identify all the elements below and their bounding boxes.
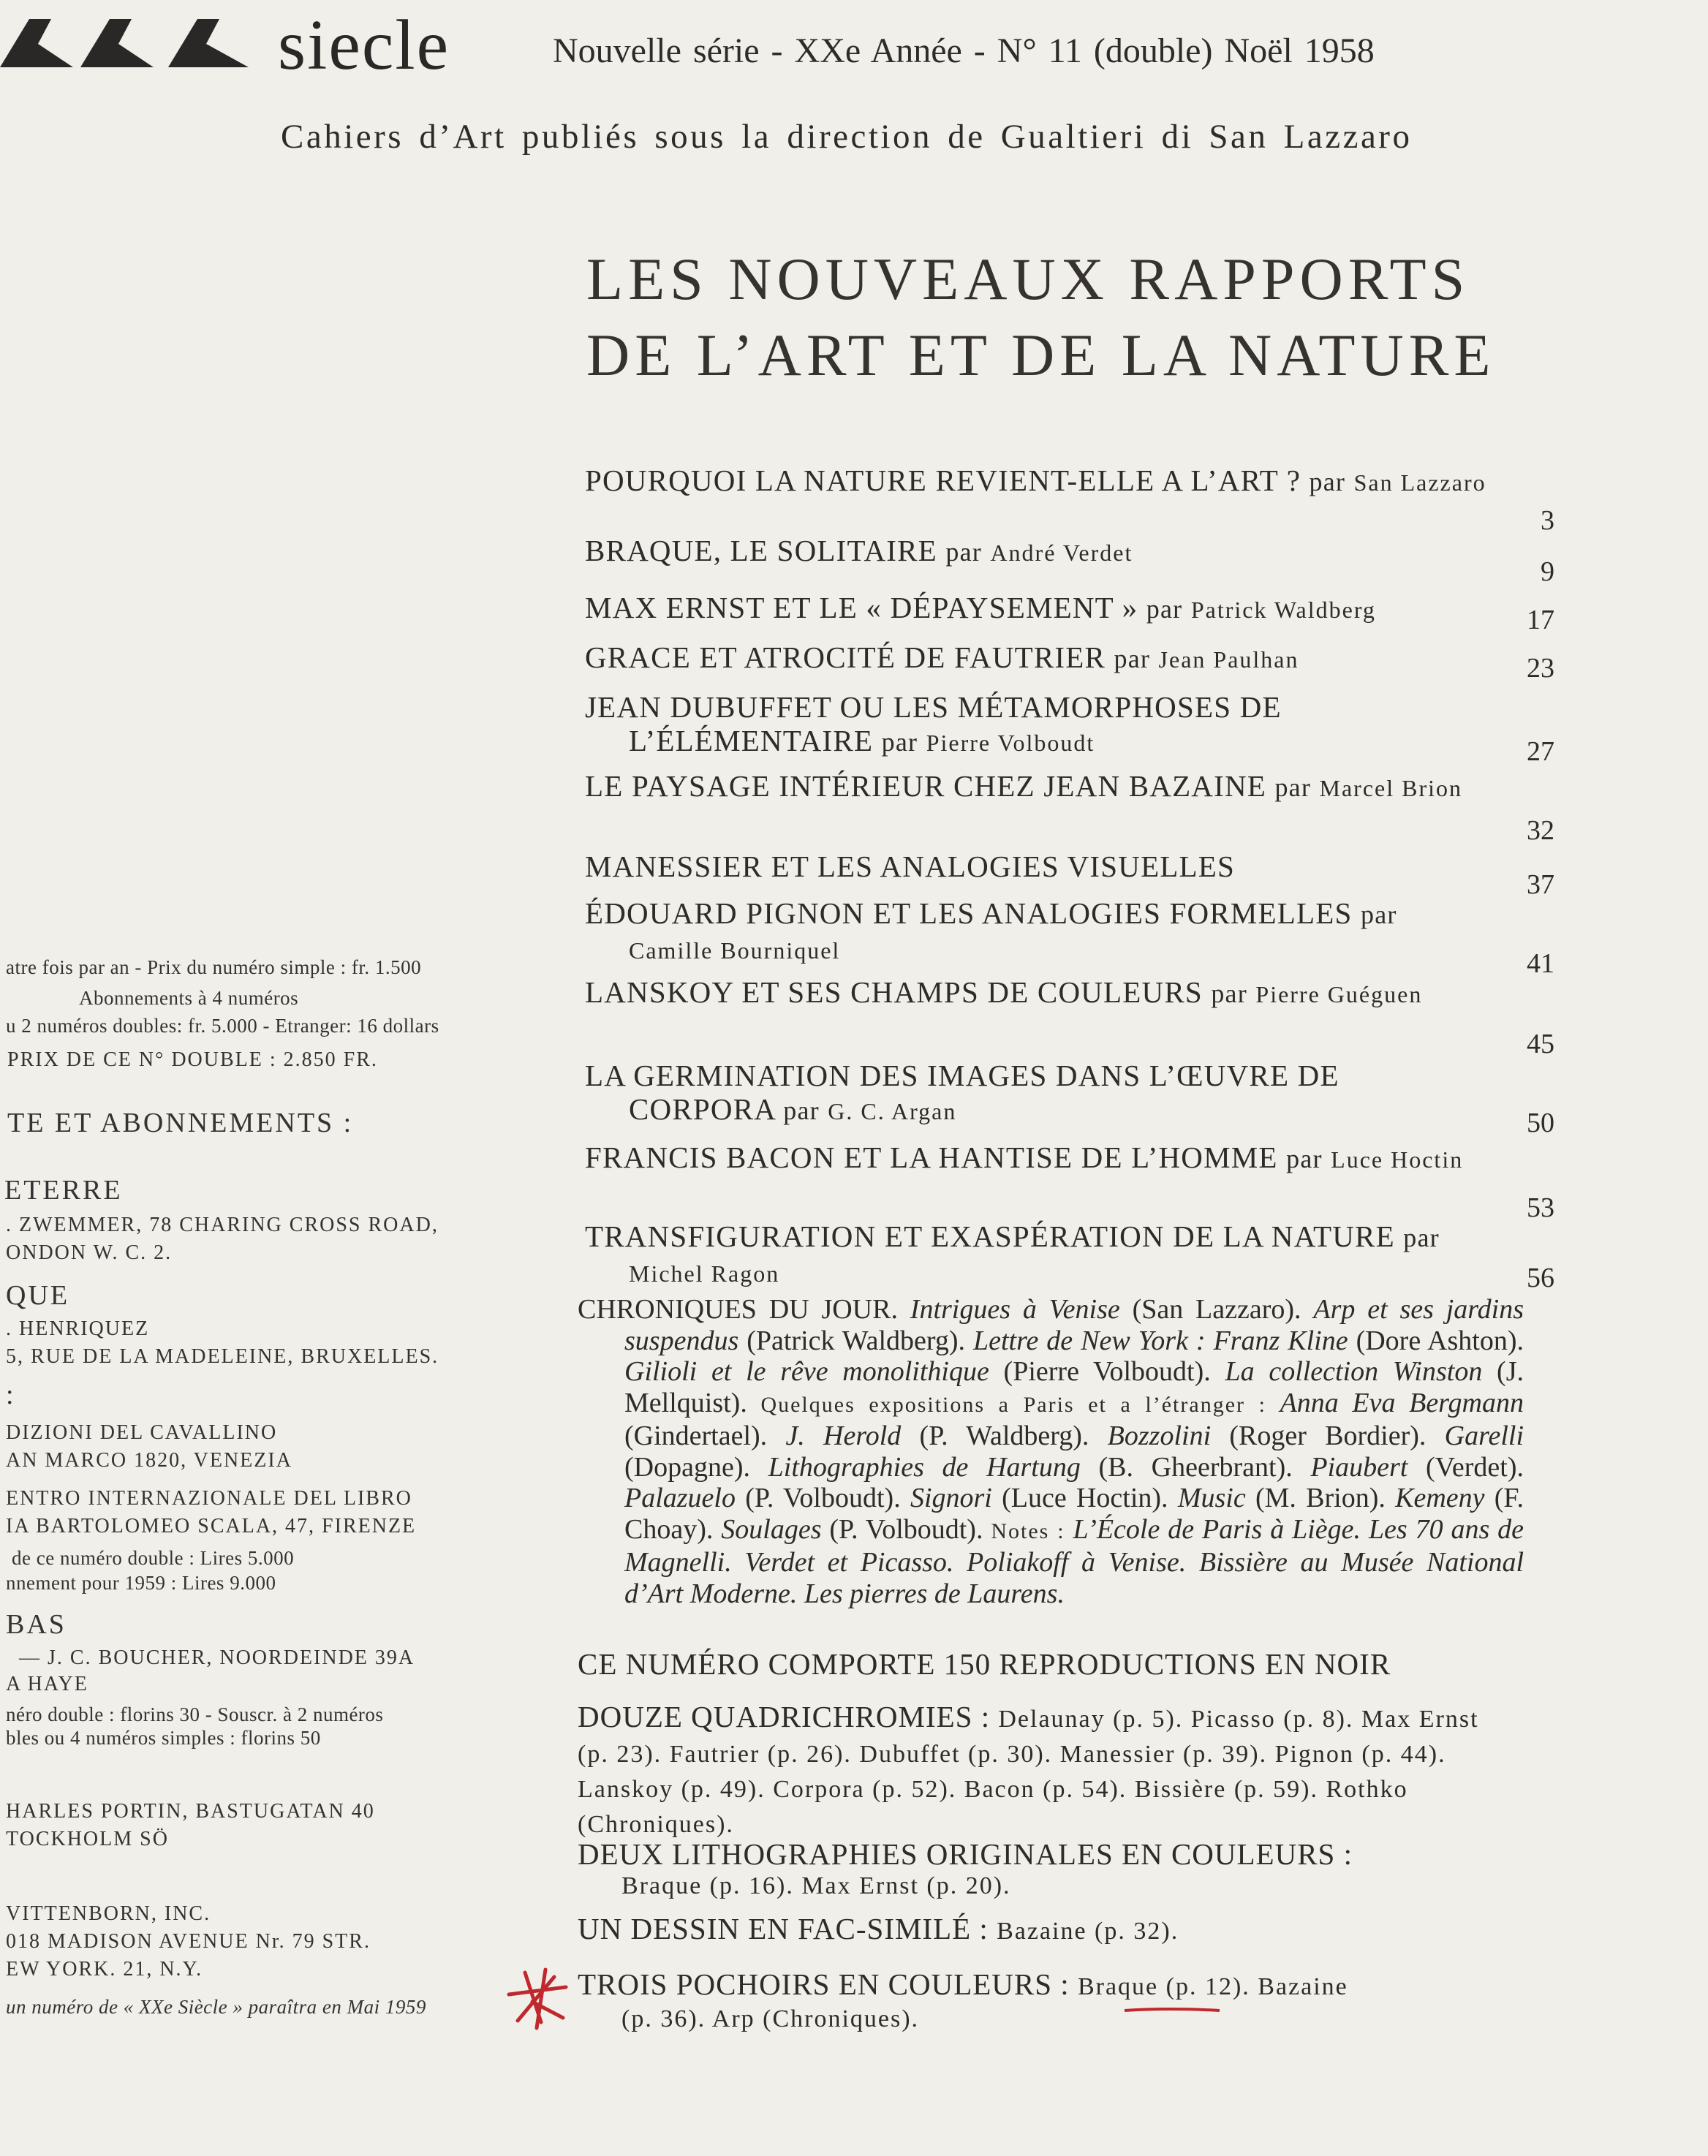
reproductions-text: CE NUMÉRO COMPORTE 150 REPRODUCTIONS EN NOIR <box>578 1647 1391 1681</box>
left-column-line: ONDON W. C. 2. <box>6 1241 173 1264</box>
toc-entry <box>585 1219 1487 1290</box>
toc-entry-title: TRANSFIGURATION ET EXASPÉRATION DE LA NATURE <box>585 1219 1395 1253</box>
chroniques-item: (J. Mellquist). <box>624 1356 1524 1418</box>
chroniques-item: Gilioli et le rêve monolithique <box>624 1356 989 1387</box>
toc-entry-author: Pierre Volboudt <box>926 730 1095 756</box>
chroniques-item: Lithographies de Hartung <box>768 1451 1081 1483</box>
left-column-line: DIZIONI DEL CAVALLINO <box>6 1421 278 1444</box>
toc-entry-author: Jean Paulhan <box>1158 646 1299 673</box>
dessin-entry <box>578 1913 1480 1948</box>
toc-entry-page: 3 <box>1541 505 1554 536</box>
toc-entry-par: par <box>1211 979 1247 1008</box>
chroniques-item: Soulages <box>721 1513 822 1545</box>
left-column-line: EW YORK. 21, N.Y. <box>6 1958 203 1981</box>
left-column-line: PRIX DE CE N° DOUBLE : 2.850 FR. <box>7 1048 378 1071</box>
left-column-line: Abonnements à 4 numéros <box>79 987 299 1009</box>
toc-entry-author: André Verdet <box>990 540 1133 566</box>
chroniques-item: (F. Choay). <box>624 1483 1524 1545</box>
quadrichromies-lead: DOUZE QUADRICHROMIES : <box>578 1700 991 1733</box>
toc-entry-title: LANSKOY ET SES CHAMPS DE COULEURS <box>585 975 1203 1009</box>
toc-entry-par: par <box>1114 644 1151 673</box>
toc-entry-par: par <box>945 537 982 567</box>
toc-entry-title: MAX ERNST ET LE « DÉPAYSEMENT » <box>585 591 1138 624</box>
toc-entry-title: MANESSIER ET LES ANALOGIES VISUELLES <box>585 850 1236 883</box>
left-column-line: HARLES PORTIN, BASTUGATAN 40 <box>6 1800 375 1823</box>
toc-entry <box>585 591 1487 627</box>
lithographies-lead: DEUX LITHOGRAPHIES ORIGINALES EN COULEURS : <box>578 1837 1353 1871</box>
chroniques-item: Lettre de New York : Franz Kline <box>972 1325 1348 1356</box>
left-column-line: : <box>6 1380 16 1410</box>
chroniques-item: Kemeny <box>1395 1483 1485 1513</box>
chroniques-item: Bozzolini <box>1107 1421 1212 1451</box>
issue-title <box>586 241 1496 393</box>
chroniques-item: (P. Volboudt). <box>821 1513 991 1545</box>
chroniques-item: (Dopagne). <box>624 1451 768 1483</box>
toc-entry-title: ÉDOUARD PIGNON ET LES ANALOGIES FORMELLES <box>585 896 1353 930</box>
series-line: Nouvelle série - XXe Année - N° 11 (double) Noël 1958 <box>553 31 1375 70</box>
toc-entry-page: 23 <box>1527 653 1554 684</box>
chroniques-item: Quelques expositions a Paris et a l’étranger : <box>760 1392 1280 1417</box>
toc-entry-title: JEAN DUBUFFET OU LES MÉTAMORPHOSES DE L’ÉLÉMENTAIRE <box>585 690 1282 757</box>
chroniques-item: (Dore Ashton). <box>1348 1325 1524 1356</box>
toc-entry-page: 17 <box>1527 605 1554 635</box>
left-column-line: ETERRE <box>4 1175 123 1206</box>
left-column-line: de ce numéro double : Lires 5.000 <box>12 1547 295 1569</box>
toc-entry-page: 32 <box>1527 815 1554 846</box>
chroniques-item: Garelli <box>1444 1421 1524 1451</box>
red-underline-mark <box>1123 2003 1221 2008</box>
left-column-line: BAS <box>6 1609 67 1640</box>
chroniques-item: Signori <box>910 1483 992 1513</box>
toc-entry <box>585 1141 1487 1176</box>
toc-entry-page: 9 <box>1541 556 1554 587</box>
toc-entry-par: par <box>783 1096 820 1125</box>
chroniques-lead: CHRONIQUES DU JOUR. <box>578 1294 898 1325</box>
toc-entry <box>585 975 1487 1011</box>
toc-entry-title: LA GERMINATION DES IMAGES DANS L’ŒUVRE DE CORPORA <box>585 1059 1339 1126</box>
chroniques-item: La collection Winston <box>1225 1356 1483 1387</box>
toc-entry-page: 53 <box>1527 1192 1554 1223</box>
left-column-line: u 2 numéros doubles: fr. 5.000 - Etranger: 16 dollars <box>6 1015 439 1037</box>
toc-entry-author: Michel Ragon <box>629 1260 780 1287</box>
pochoirs-line-2: (p. 36). Arp (Chroniques). <box>621 2005 920 2032</box>
toc-entry <box>585 690 1487 760</box>
toc-entry <box>585 1059 1487 1128</box>
chroniques-item: (Patrick Waldberg). <box>738 1325 973 1356</box>
toc-entry <box>585 896 1487 967</box>
chroniques-item: Music <box>1177 1483 1246 1513</box>
toc-entry-par: par <box>881 727 918 757</box>
toc-entry-author: Marcel Brion <box>1319 775 1463 801</box>
masthead-logo <box>0 6 526 85</box>
chroniques-item: (San Lazzaro). <box>1119 1294 1314 1325</box>
toc-entry-author: Patrick Waldberg <box>1190 597 1376 623</box>
toc-entry-page: 27 <box>1527 736 1554 767</box>
chroniques-item: (Verdet). <box>1407 1451 1524 1483</box>
chroniques-item: (Luce Hoctin). <box>991 1483 1178 1513</box>
toc-entry-par: par <box>1286 1144 1323 1173</box>
toc-entry <box>585 850 1487 883</box>
toc-entry-title: BRAQUE, LE SOLITAIRE <box>585 534 937 567</box>
left-column-line: VITTENBORN, INC. <box>6 1902 211 1925</box>
pochoirs-braque: Braque <box>1077 1973 1159 2000</box>
chroniques-item: (P. Volboudt). <box>735 1483 910 1513</box>
left-column-line: TE ET ABONNEMENTS : <box>7 1108 354 1138</box>
toc-entry-par: par <box>1309 467 1346 496</box>
left-column-line: AN MARCO 1820, VENEZIA <box>6 1449 292 1472</box>
toc-entry-author: Pierre Guéguen <box>1255 981 1423 1007</box>
chroniques-item: Notes : <box>991 1518 1073 1543</box>
left-column-line: ENTRO INTERNAZIONALE DEL LIBRO <box>6 1487 412 1510</box>
chroniques-item: L’École de Paris à Liège. Les 70 ans de Magnelli. Verdet et Picasso. Poliakoff à Venise. Bissière au Musée National d’Art Moderne. Les pierres de Laurens. <box>624 1513 1524 1609</box>
toc-entry-title: FRANCIS BACON ET LA HANTISE DE L’HOMME <box>585 1141 1278 1174</box>
toc-entry <box>585 769 1487 805</box>
chroniques-text <box>578 1294 1524 1609</box>
left-column-line: — J. C. BOUCHER, NOORDEINDE 39A <box>19 1646 415 1669</box>
toc-entry-par: par <box>1361 900 1397 929</box>
chroniques-item: (B. Gheerbrant). <box>1080 1451 1311 1483</box>
toc-entry-par: par <box>1403 1223 1440 1252</box>
left-column-line: bles ou 4 numéros simples : florins 50 <box>6 1727 321 1749</box>
left-column-line: un numéro de « XXe Siècle » paraîtra en Mai 1959 <box>6 1996 426 2018</box>
chroniques-item: (Pierre Volboudt). <box>989 1356 1225 1387</box>
toc-entry-author: Camille Bourniquel <box>629 937 841 964</box>
lithographies-list: Braque (p. 16). Max Ernst (p. 20). <box>621 1872 1011 1899</box>
left-column-line: A HAYE <box>6 1673 88 1695</box>
left-column-line: TOCKHOLM SÖ <box>6 1828 169 1850</box>
chroniques-items <box>624 1294 1524 1609</box>
chroniques-item: (P. Waldberg). <box>901 1421 1108 1451</box>
left-column-line: . ZWEMMER, 78 CHARING CROSS ROAD, <box>6 1214 439 1236</box>
toc-entry-title: LE PAYSAGE INTÉRIEUR CHEZ JEAN BAZAINE <box>585 769 1267 803</box>
toc-entry-author: Luce Hoctin <box>1331 1146 1464 1173</box>
toc-entry-page: 56 <box>1527 1263 1554 1293</box>
toc-entry-page: 41 <box>1527 948 1554 979</box>
toc-entry-par: par <box>1274 773 1312 802</box>
toc-entry-title: POURQUOI LA NATURE REVIENT-ELLE A L’ART ? <box>585 464 1301 497</box>
left-column-line: 5, RUE DE LA MADELEINE, BRUXELLES. <box>6 1345 439 1368</box>
subtitle: Cahiers d’Art publiés sous la direction de Gualtieri di San Lazzaro <box>281 118 1413 156</box>
pochoirs-entry <box>578 1968 1480 2035</box>
chroniques-item: (M. Brion). <box>1245 1483 1396 1513</box>
toc-entry <box>585 534 1487 570</box>
pochoirs-lead: TROIS POCHOIRS EN COULEURS : <box>578 1967 1070 2001</box>
quadrichromies-entry <box>578 1701 1480 1841</box>
toc-entry-page: 37 <box>1527 869 1554 900</box>
chroniques-item: Anna Eva Bergmann <box>1280 1387 1524 1418</box>
left-column-line: atre fois par an - Prix du numéro simple : fr. 1.500 <box>6 956 422 978</box>
quadrichromies-list: Delaunay (p. 5). Picasso (p. 8). Max Ernst (p. 23). Fautrier (p. 26). Dubuffet (p. 30). Manessier (p. 39). Pignon (p. 44). Lanskoy (p. 49). Corpora (p. 52). Bacon (p. 54). Bissière (p. 59). Rothko (Chroniques). <box>578 1706 1479 1838</box>
reproductions-note <box>578 1648 1480 1680</box>
xx-logo-mark-icon <box>0 16 263 75</box>
chroniques-item: Arp et ses jardins suspendus <box>624 1294 1524 1356</box>
toc-entry-page: 45 <box>1527 1029 1554 1059</box>
left-column-line: néro double : florins 30 - Souscr. à 2 numéros <box>6 1703 384 1725</box>
toc-entry-page: 50 <box>1527 1108 1554 1138</box>
logo-wordmark: siecle <box>278 6 450 85</box>
toc-entry-title: GRACE ET ATROCITÉ DE FAUTRIER <box>585 640 1106 674</box>
left-column-line: . HENRIQUEZ <box>6 1317 150 1340</box>
left-column-line: nnement pour 1959 : Lires 9.000 <box>6 1572 276 1594</box>
chroniques-item: Piaubert <box>1310 1451 1408 1483</box>
dessin-lead: UN DESSIN EN FAC-SIMILÉ : <box>578 1912 989 1945</box>
chroniques-item: (Gindertael). <box>624 1421 786 1451</box>
toc-entry <box>585 640 1487 676</box>
toc-entry-author: San Lazzaro <box>1353 469 1486 496</box>
chroniques-item: (Roger Bordier). <box>1211 1421 1445 1451</box>
toc-entry <box>585 464 1487 499</box>
toc-entry-par: par <box>1146 594 1183 624</box>
red-star-icon <box>503 1965 576 2035</box>
chroniques-item: J. Herold <box>785 1421 902 1451</box>
left-column-line: QUE <box>6 1280 70 1311</box>
issue-title-line-1: LES NOUVEAUX RAPPORTS <box>586 246 1470 312</box>
issue-title-line-2: DE L’ART ET DE LA NATURE <box>586 322 1496 388</box>
chroniques-item: Palazuelo <box>624 1483 736 1513</box>
lithographies-entry <box>578 1838 1480 1902</box>
left-column-line: IA BARTOLOMEO SCALA, 47, FIRENZE <box>6 1515 417 1537</box>
dessin-list: Bazaine (p. 32). <box>997 1918 1179 1945</box>
toc-entry-author: G. C. Argan <box>828 1098 957 1124</box>
left-column-line: 018 MADISON AVENUE Nr. 79 STR. <box>6 1930 371 1953</box>
chroniques-item: Intrigues à Venise <box>910 1294 1120 1325</box>
pochoirs-rest: (p. 12). Bazaine <box>1158 1973 1348 2000</box>
